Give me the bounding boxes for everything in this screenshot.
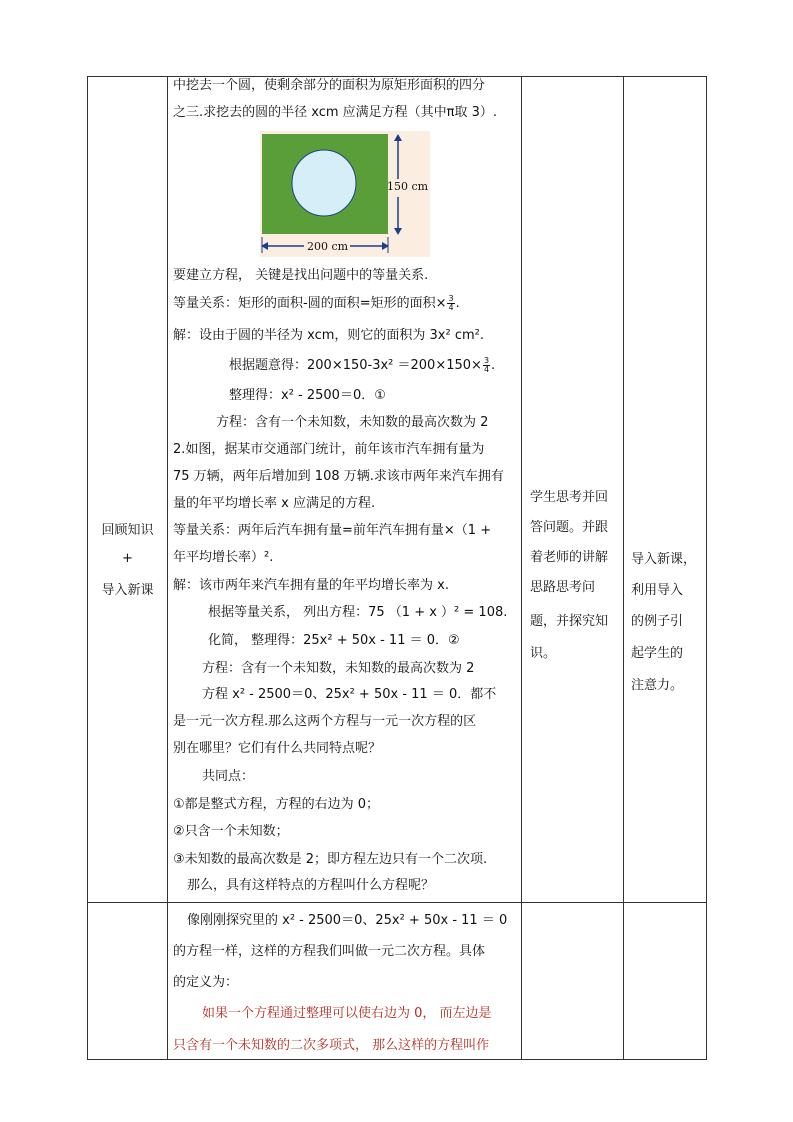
main-line-27: 的方程一样，这样的方程我们叫做一元二次方程。具体 — [173, 944, 486, 959]
main-line-12: 等量关系：两年后汽车拥有量=前年汽车拥有量×（1 + — [173, 523, 492, 538]
col4-line-5: 注意力。 — [631, 678, 684, 693]
equation-text: 根据题意得：200×150-3x² ＝200×150× — [229, 358, 482, 373]
col3-line-4: 思路思考问 — [530, 580, 596, 595]
main-line-15: 根据等量关系， 列出方程：75 （1 + x ）² = 108. — [208, 605, 508, 620]
col4-line-4: 起学生的 — [631, 646, 684, 661]
main-line-22: ①都是整式方程，方程的右边为 0； — [173, 797, 380, 812]
col3-line-6: 识。 — [530, 646, 557, 661]
col3-line-2: 答问题。并跟 — [530, 520, 609, 535]
col4-line-2: 利用导入 — [631, 583, 684, 598]
main-line-18: 方程 x² - 2500＝0、25x² + 50x - 11 ＝ 0．都不 — [202, 687, 497, 702]
main-line-1: 中挖去一个圆，使剩余部分的面积为原矩形面积的四分 — [173, 78, 486, 93]
fraction-numerator: 3 — [448, 294, 454, 303]
table-border-right — [706, 76, 707, 1060]
fraction-numerator-2: 3 — [483, 356, 490, 365]
main-line-5: 解：设由于圆的半径为 xcm，则它的面积为 3x² cm². — [173, 328, 485, 343]
main-line-16: 化简， 整理得：25x² + 50x - 11 ＝ 0．② — [208, 633, 460, 648]
equal-relation-text: 等量关系：矩形的面积-圆的面积=矩形的面积× — [173, 296, 447, 311]
col3-line-5: 题，并探究知 — [530, 614, 609, 629]
main-line-13: 年平均增长率）². — [173, 550, 274, 565]
col4-line-3: 的例子引 — [631, 614, 684, 629]
col1-label-plus: + — [122, 551, 133, 566]
col1-label-review: 回顾知识 — [101, 523, 154, 538]
column-divider-3 — [623, 76, 624, 1060]
fraction-denominator: 4 — [448, 303, 454, 312]
col3-line-1: 学生思考并回 — [530, 490, 609, 505]
table-border-left — [87, 76, 88, 1060]
main-line-20: 别在哪里？它们有什么共同特点呢？ — [173, 741, 382, 756]
main-line-21: 共同点： — [202, 769, 255, 784]
main-line-8: 方程：含有一个未知数，未知数的最高次数为 2 — [216, 415, 489, 430]
main-line-9: 2.如图，据某市交通部门统计，前年该市汽车拥有量为 — [173, 442, 485, 457]
row-divider — [87, 902, 707, 903]
main-line-7: 整理得：x² - 2500＝0．① — [229, 388, 386, 403]
column-divider-1 — [167, 76, 168, 1060]
col4-line-1: 导入新课， — [631, 552, 697, 567]
main-line-25: 那么，具有这样特点的方程叫什么方程呢？ — [187, 878, 435, 893]
col3-line-3: 着老师的讲解 — [530, 550, 609, 565]
main-line-17: 方程：含有一个未知数，未知数的最高次数为 2 — [202, 661, 475, 676]
main-line-23: ②只含一个未知数； — [173, 824, 289, 839]
main-line-6: 根据题意得：200×150-3x² ＝200×150× $\frac{3}{4}$ . — [229, 356, 496, 374]
main-line-24: ③未知数的最高次数是 2；即方程左边只有一个二次项. — [173, 852, 488, 867]
main-line-10: 75 万辆，两年后增加到 108 万辆.求该市两年来汽车拥有 — [173, 469, 504, 484]
main-line-3: 要建立方程， 关键是找出问题中的等量关系. — [173, 268, 429, 283]
main-line-19: 是一元一次方程.那么这两个方程与一元一次方程的区 — [173, 714, 477, 729]
figure-svg — [260, 131, 430, 257]
cut-circle — [292, 150, 356, 216]
definition-line-1: 如果一个方程通过整理可以使右边为 0， 而左边是 — [202, 1006, 492, 1021]
main-line-4: 等量关系：矩形的面积-圆的面积=矩形的面积× $\frac{3}{4}$ . — [173, 294, 460, 312]
rectangle-circle-figure — [260, 131, 430, 257]
fraction-three-quarters-2 — [483, 357, 490, 374]
main-line-26: 像刚刚探究里的 x² - 2500＝0、25x² + 50x - 11 ＝ 0 — [187, 913, 508, 928]
fraction-three-quarters — [447, 295, 454, 312]
fraction-denominator-2: 4 — [483, 365, 490, 374]
table-border-bottom — [87, 1059, 707, 1060]
col1-label-intro: 导入新课 — [101, 583, 154, 598]
column-divider-2 — [521, 76, 522, 1060]
definition-line-2: 只含有一个未知数的二次多项式， 那么这样的方程叫作 — [173, 1038, 490, 1053]
main-line-2: 之三.求挖去的圆的半径 xcm 应满足方程（其中π取 3）. — [173, 105, 498, 120]
main-line-11: 量的年平均增长率 x 应满足的方程. — [173, 496, 376, 511]
main-line-14: 解：该市两年来汽车拥有量的年平均增长率为 x. — [173, 578, 449, 593]
main-line-28: 的定义为： — [173, 975, 239, 990]
height-label: 150 cm — [387, 180, 429, 193]
width-label: 200 cm — [307, 240, 349, 253]
